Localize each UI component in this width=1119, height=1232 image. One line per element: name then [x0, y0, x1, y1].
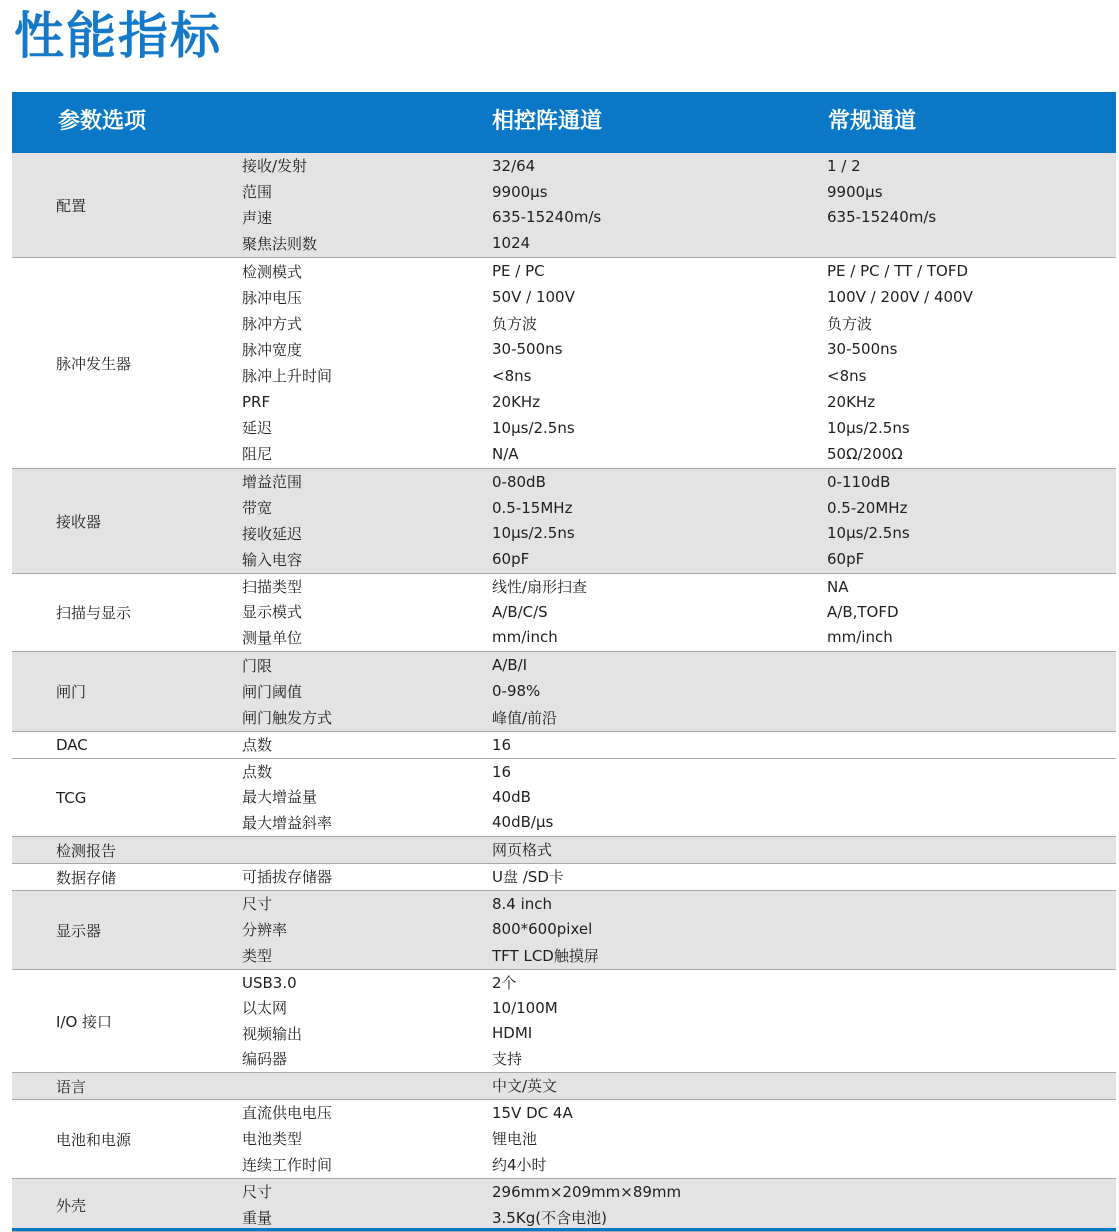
group-rows — [230, 652, 1116, 731]
phased-array-cell: 32/64 — [492, 156, 536, 175]
table-row — [230, 284, 1116, 310]
conventional-cell: 50Ω/200Ω — [827, 444, 903, 463]
group-label: I/O 接口 — [56, 1012, 113, 1031]
phased-array-cell: 40dB — [492, 787, 531, 806]
param-name-cell: PRF — [242, 392, 271, 411]
phased-array-cell: A/B/C/S — [492, 602, 548, 621]
group-rows — [230, 574, 1116, 651]
conventional-cell: 100V / 200V / 400V — [827, 288, 973, 307]
param-name-cell: 点数 — [242, 763, 273, 782]
param-name-cell: 重量 — [242, 1208, 273, 1227]
conventional-cell: 60pF — [827, 550, 865, 569]
table-row — [230, 837, 1116, 862]
table-row — [230, 205, 1116, 231]
param-name-cell: 闸门触发方式 — [242, 708, 333, 727]
param-name-cell: 尺寸 — [242, 1183, 273, 1202]
param-name-cell: 阻尼 — [242, 445, 273, 464]
phased-array-cell: PE / PC — [492, 262, 545, 281]
param-name-cell: 聚焦法则数 — [242, 234, 318, 253]
param-name-cell: 直流供电电压 — [242, 1104, 333, 1123]
group-label: 扫描与显示 — [56, 604, 132, 622]
header-param: 参数选项 — [58, 109, 147, 134]
table-row — [230, 415, 1116, 441]
param-name-cell: 类型 — [242, 946, 273, 965]
param-name-cell: 编码器 — [242, 1049, 288, 1068]
table-row — [230, 732, 1116, 757]
phased-array-cell: 10μs/2.5ns — [492, 418, 575, 437]
conventional-cell: 10μs/2.5ns — [827, 524, 910, 543]
table-row — [230, 995, 1116, 1020]
table-row — [230, 495, 1116, 521]
table-group — [12, 732, 1116, 759]
phased-array-cell: 0-80dB — [492, 472, 546, 491]
page-title: 性能指标 — [14, 7, 222, 65]
conventional-cell: mm/inch — [827, 628, 893, 647]
table-body — [12, 153, 1116, 1232]
table-row — [230, 1126, 1116, 1152]
phased-array-cell: 296mm×209mm×89mm — [492, 1182, 682, 1201]
phased-array-cell: 9900μs — [492, 182, 548, 201]
param-name-cell: 输入电容 — [242, 550, 303, 569]
phased-array-cell: <8ns — [492, 366, 532, 385]
phased-array-cell: 800*600pixel — [492, 920, 593, 939]
conventional-cell: 负方波 — [827, 314, 873, 333]
phased-array-cell: 3.5Kg(不含电池) — [492, 1208, 607, 1227]
param-name-cell: 分辨率 — [242, 920, 288, 939]
group-label: DAC — [56, 736, 88, 754]
table-row — [230, 810, 1116, 835]
conventional-cell: <8ns — [827, 366, 867, 385]
param-name-cell: USB3.0 — [242, 973, 297, 992]
phased-array-cell: 10/100M — [492, 998, 558, 1017]
table-group — [12, 258, 1116, 469]
table-row — [230, 759, 1116, 784]
table-row — [230, 179, 1116, 205]
phased-array-cell: 20KHz — [492, 392, 541, 411]
param-name-cell: 接收/发射 — [242, 157, 308, 176]
table-row — [230, 917, 1116, 943]
phased-array-cell: A/B/I — [492, 656, 528, 674]
group-label: TCG — [56, 788, 87, 807]
phased-array-cell: 10μs/2.5ns — [492, 524, 575, 543]
param-name-cell: 延迟 — [242, 419, 273, 438]
conventional-cell: 20KHz — [827, 392, 876, 411]
group-label: 脉冲发生器 — [56, 354, 132, 373]
param-name-cell: 显示模式 — [242, 603, 303, 622]
table-group — [12, 837, 1116, 864]
table-row — [230, 652, 1116, 678]
table-group — [12, 864, 1116, 891]
param-name-cell: 最大增益斜率 — [242, 813, 333, 832]
phased-array-cell: mm/inch — [492, 628, 558, 647]
param-name-cell: 脉冲上升时间 — [242, 367, 333, 386]
table-row — [230, 363, 1116, 389]
table-group — [12, 759, 1116, 837]
table-row — [230, 1151, 1116, 1177]
group-rows — [230, 153, 1116, 257]
group-rows — [230, 837, 1116, 863]
group-label: 检测报告 — [56, 841, 117, 860]
group-label: 外壳 — [56, 1196, 87, 1215]
group-rows — [230, 1073, 1116, 1099]
group-rows — [230, 732, 1116, 758]
table-row — [230, 1100, 1116, 1126]
phased-array-cell: 1024 — [492, 234, 531, 253]
param-name-cell: 增益范围 — [242, 473, 303, 492]
param-name-cell: 脉冲方式 — [242, 314, 303, 333]
conventional-cell: 30-500ns — [827, 340, 898, 359]
table-row — [230, 258, 1116, 284]
param-name-cell: 范围 — [242, 183, 273, 202]
table-group — [12, 1100, 1116, 1179]
phased-array-cell: 约4小时 — [492, 1155, 547, 1174]
param-name-cell: 测量单位 — [242, 628, 303, 647]
param-name-cell: 视频输出 — [242, 1024, 303, 1043]
table-group — [12, 891, 1116, 970]
table-row — [230, 1073, 1116, 1098]
table-row — [230, 1046, 1116, 1071]
table-group — [12, 652, 1116, 732]
conventional-cell: 635-15240m/s — [827, 208, 937, 227]
table-group — [12, 574, 1116, 652]
conventional-cell: 0.5-20MHz — [827, 498, 908, 517]
table-row — [230, 678, 1116, 704]
spec-table — [12, 92, 1116, 1232]
param-name-cell: 脉冲宽度 — [242, 340, 303, 359]
table-row — [230, 784, 1116, 809]
conventional-cell: 0-110dB — [827, 472, 891, 491]
phased-array-cell: 50V / 100V — [492, 288, 575, 307]
table-row — [230, 864, 1116, 889]
param-name-cell: 带宽 — [242, 499, 273, 518]
table-row — [230, 942, 1116, 968]
conventional-cell: 9900μs — [827, 182, 883, 201]
phased-array-cell: TFT LCD触摸屏 — [492, 946, 599, 965]
table-group — [12, 153, 1116, 258]
table-row — [230, 230, 1116, 256]
table-row — [230, 336, 1116, 362]
param-name-cell: 声速 — [242, 208, 273, 227]
group-label: 语言 — [56, 1077, 87, 1096]
header-phased-array: 相控阵通道 — [492, 109, 603, 134]
table-row — [230, 521, 1116, 547]
table-group — [12, 1073, 1116, 1100]
phased-array-cell: HDMI — [492, 1024, 533, 1043]
phased-array-cell: 峰值/前沿 — [492, 708, 558, 727]
phased-array-cell: 16 — [492, 762, 512, 781]
group-rows — [230, 1100, 1116, 1178]
phased-array-cell: 8.4 inch — [492, 894, 553, 913]
table-row — [230, 625, 1116, 650]
table-row — [230, 599, 1116, 624]
phased-array-cell: 16 — [492, 735, 512, 754]
param-name-cell: 闸门阈值 — [242, 682, 303, 701]
conventional-cell: 1 / 2 — [827, 156, 861, 175]
param-name-cell: 可插拔存储器 — [242, 868, 333, 886]
table-group — [12, 970, 1116, 1073]
table-row — [230, 704, 1116, 730]
group-label: 闸门 — [56, 683, 87, 701]
table-row — [230, 310, 1116, 336]
conventional-cell: NA — [827, 577, 849, 596]
param-name-cell: 以太网 — [242, 999, 288, 1018]
param-name-cell: 检测模式 — [242, 262, 303, 281]
table-group — [12, 469, 1116, 574]
table-row — [230, 1205, 1116, 1231]
phased-array-cell: 中文/英文 — [492, 1077, 558, 1095]
phased-array-cell: 60pF — [492, 550, 530, 569]
param-name-cell: 点数 — [242, 736, 273, 754]
table-row — [230, 469, 1116, 495]
param-name-cell: 电池类型 — [242, 1129, 303, 1148]
table-row — [230, 1179, 1116, 1205]
group-rows — [230, 864, 1116, 890]
phased-array-cell: 锂电池 — [492, 1129, 538, 1148]
group-rows — [230, 759, 1116, 836]
group-label: 显示器 — [56, 921, 102, 940]
table-row — [230, 153, 1116, 179]
param-name-cell: 尺寸 — [242, 895, 273, 914]
table-row — [230, 1021, 1116, 1046]
header-conventional: 常规通道 — [828, 109, 917, 134]
group-rows — [230, 1179, 1116, 1231]
group-rows — [230, 469, 1116, 573]
param-name-cell: 接收延迟 — [242, 524, 303, 543]
table-row — [230, 441, 1116, 467]
table-row — [230, 546, 1116, 572]
phased-array-cell: 线性/扇形扫查 — [492, 578, 588, 597]
param-name-cell: 连续工作时间 — [242, 1155, 333, 1174]
phased-array-cell: 网页格式 — [492, 841, 553, 859]
phased-array-cell: 15V DC 4A — [492, 1103, 573, 1122]
phased-array-cell: 0.5-15MHz — [492, 498, 573, 517]
phased-array-cell: 40dB/μs — [492, 813, 554, 832]
phased-array-cell: N/A — [492, 444, 519, 463]
conventional-cell: A/B,TOFD — [827, 602, 899, 621]
table-header — [12, 92, 1116, 153]
conventional-cell: PE / PC / TT / TOFD — [827, 262, 969, 281]
group-rows — [230, 970, 1116, 1072]
param-name-cell: 门限 — [242, 656, 273, 675]
param-name-cell: 脉冲电压 — [242, 288, 303, 307]
phased-array-cell: 0-98% — [492, 682, 541, 700]
phased-array-cell: U盘 /SD卡 — [492, 868, 564, 886]
phased-array-cell: 负方波 — [492, 314, 538, 333]
phased-array-cell: 2个 — [492, 974, 517, 993]
phased-array-cell: 635-15240m/s — [492, 208, 602, 227]
table-row — [230, 891, 1116, 917]
phased-array-cell: 30-500ns — [492, 340, 563, 359]
group-label: 数据存储 — [56, 868, 117, 887]
table-group — [12, 1179, 1116, 1232]
param-name-cell: 最大增益量 — [242, 788, 318, 807]
group-rows — [230, 258, 1116, 468]
table-row — [230, 389, 1116, 415]
table-row — [230, 574, 1116, 599]
phased-array-cell: 支持 — [492, 1049, 523, 1068]
group-label: 接收器 — [56, 512, 102, 531]
table-row — [230, 970, 1116, 995]
conventional-cell: 10μs/2.5ns — [827, 418, 910, 437]
group-label: 配置 — [56, 196, 87, 215]
param-name-cell: 扫描类型 — [242, 578, 303, 597]
group-rows — [230, 891, 1116, 969]
group-label: 电池和电源 — [56, 1130, 132, 1149]
